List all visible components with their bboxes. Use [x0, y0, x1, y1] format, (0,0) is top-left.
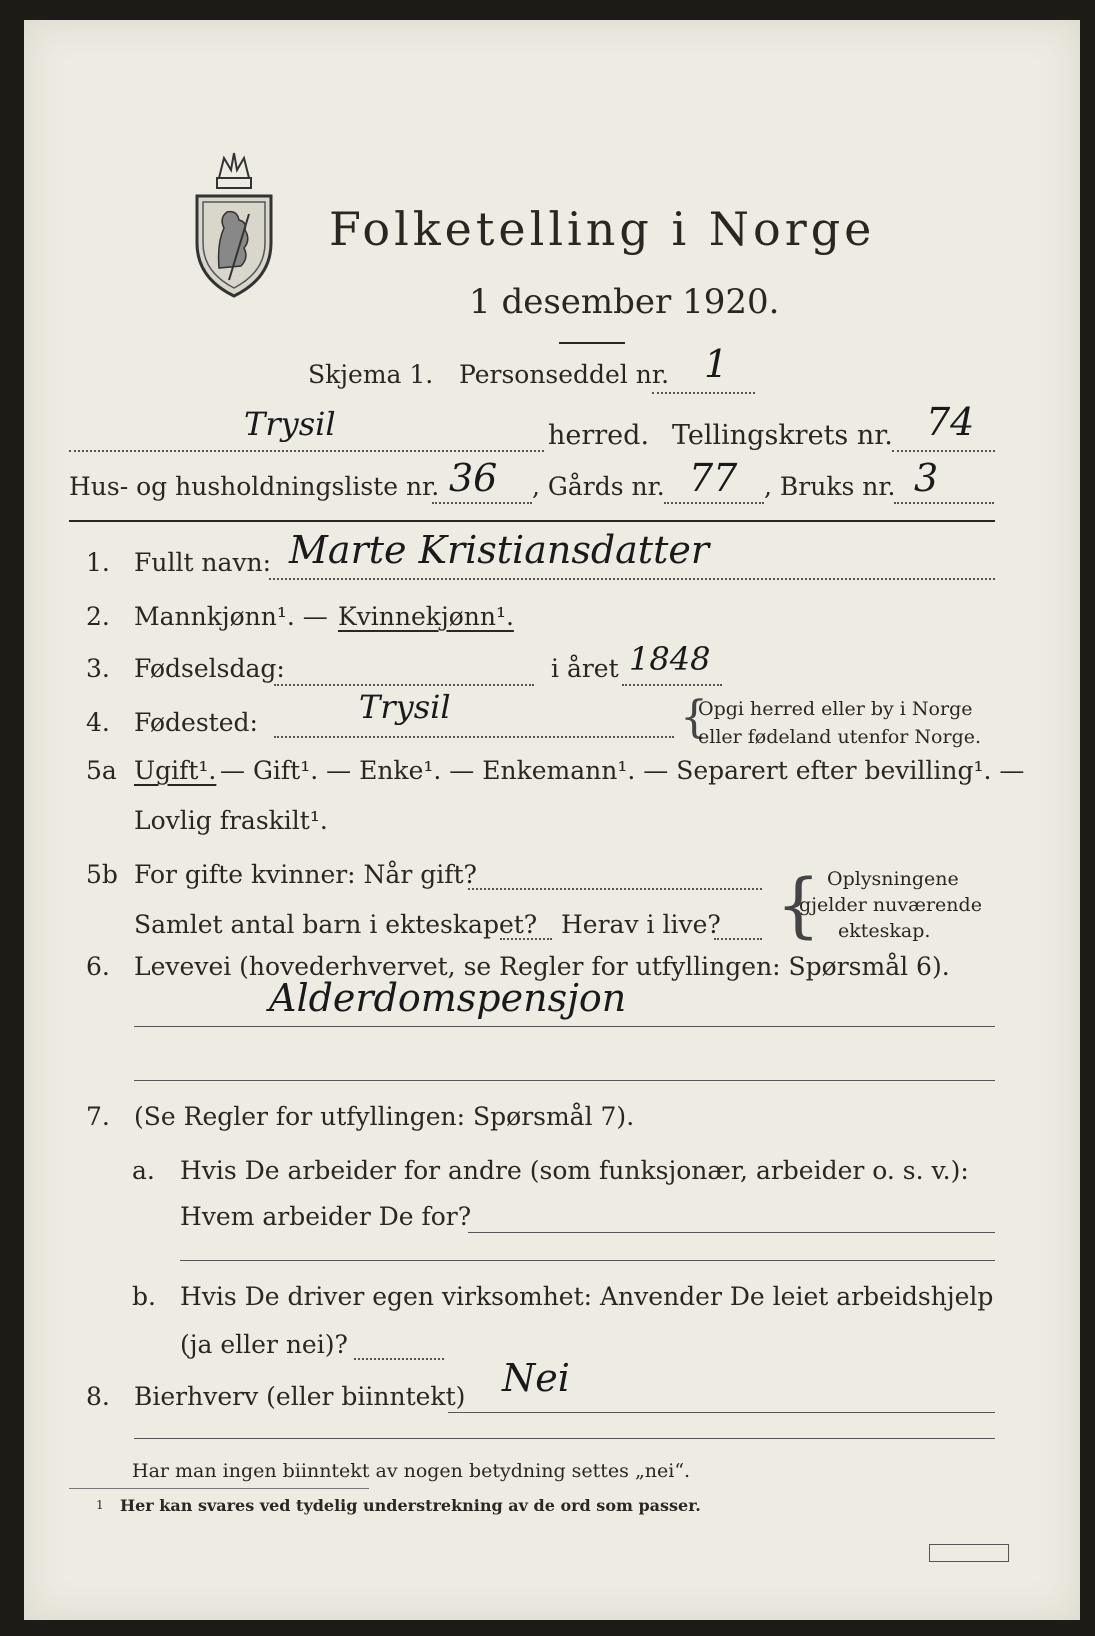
year-field[interactable] — [622, 684, 722, 686]
q5a-fraskilt-option[interactable]: Lovlig fraskilt¹. — [134, 806, 328, 835]
q7b-label: Hvis De driver egen virksomhet: Anvender De leiet arbeidshjelp — [180, 1282, 994, 1311]
side-income-field[interactable] — [448, 1412, 995, 1413]
occupation-field[interactable] — [134, 1026, 995, 1027]
birthday-field[interactable] — [274, 684, 534, 686]
q7-label: (Se Regler for utfyllingen: Spørsmål 7). — [134, 1102, 635, 1131]
employer-field-extra[interactable] — [180, 1260, 995, 1261]
hus-value: 36 — [449, 456, 498, 500]
coat-of-arms-icon — [189, 148, 279, 298]
q5a-other-options[interactable]: — Gift¹. — Enke¹. — Enkemann¹. — Separert efter bevilling¹. — — [220, 756, 1025, 785]
q6-label: Levevei (hovederhvervet, se Regler for utfyllingen: Spørsmål 6). — [134, 952, 950, 981]
q5b-number: 5b — [86, 860, 118, 889]
birthplace-field[interactable] — [274, 736, 674, 738]
name-value: Marte Kristiansdatter — [289, 528, 710, 572]
tellingskrets-field[interactable] — [892, 450, 995, 452]
footnote-text: Her kan svares ved tydelig understrekning av de ord som passer. — [120, 1496, 701, 1515]
q4-number: 4. — [86, 708, 110, 737]
q1-number: 1. — [86, 548, 110, 577]
herred-value: Trysil — [244, 405, 336, 443]
bruks-field[interactable] — [894, 502, 994, 504]
hus-field[interactable] — [432, 502, 532, 504]
married-date-field[interactable] — [468, 888, 762, 890]
q5b-married-label: For gifte kvinner: Når gift? — [134, 860, 477, 889]
q5b-alive-label: Herav i live? — [561, 910, 721, 939]
alive-field[interactable] — [714, 938, 762, 940]
footnote-marker: 1 — [96, 1498, 104, 1512]
header-divider — [69, 520, 995, 522]
birthplace-value: Trysil — [359, 688, 451, 726]
year-value: 1848 — [629, 640, 711, 678]
personseddel-field[interactable] — [652, 392, 755, 394]
q7-number: 7. — [86, 1102, 110, 1131]
form-date: 1 desember 1920. — [469, 282, 780, 322]
printer-stamp — [929, 1544, 1009, 1562]
herred-label: herred. — [548, 420, 650, 451]
bruks-value: 3 — [914, 456, 939, 500]
title-divider — [559, 342, 625, 344]
q4-note-line2: eller fødeland utenfor Norge. — [698, 726, 982, 748]
gards-value: 77 — [689, 456, 738, 500]
q3-label: Fødselsdag: — [134, 654, 285, 683]
tellingskrets-value: 74 — [926, 400, 975, 444]
gards-label: , Gårds nr. — [532, 472, 665, 501]
q2-number: 2. — [86, 602, 110, 631]
children-field[interactable] — [500, 938, 552, 940]
q7b-yesno-label: (ja eller nei)? — [180, 1330, 348, 1359]
side-income-field-extra[interactable] — [134, 1438, 995, 1439]
employer-field[interactable] — [468, 1232, 995, 1233]
q5b-brace: { — [776, 864, 821, 946]
q7a-employer-label: Hvem arbeider De for? — [180, 1202, 472, 1231]
q1-label: Fullt navn: — [134, 548, 272, 577]
q5b-children-label: Samlet antal barn i ekteskapet? — [134, 910, 538, 939]
q2-female-option[interactable]: Kvinnekjønn¹. — [338, 602, 514, 631]
q5b-note-line1: Oplysningene — [827, 868, 959, 890]
herred-field[interactable] — [69, 450, 544, 452]
q8-number: 8. — [86, 1382, 110, 1411]
hired-help-field[interactable] — [354, 1358, 444, 1360]
footnote-divider — [69, 1488, 369, 1489]
q8-label: Bierhverv (eller biinntekt) — [134, 1382, 466, 1411]
footer-note: Har man ingen biinntekt av nogen betydning settes „nei“. — [132, 1460, 691, 1482]
hus-label: Hus- og husholdningsliste nr. — [69, 472, 440, 501]
personseddel-value: 1 — [704, 342, 729, 386]
q5b-note-line2: gjelder nuværende — [799, 894, 982, 916]
q7a-label: Hvis De arbeider for andre (som funksjonær, arbeider o. s. v.): — [180, 1156, 969, 1185]
occupation-value: Alderdomspensjon — [269, 976, 627, 1020]
q5b-note-line3: ekteskap. — [838, 920, 931, 942]
schema-label: Skjema 1. — [308, 360, 434, 389]
side-income-value: Nei — [502, 1356, 570, 1400]
q4-note-line1: Opgi herred eller by i Norge — [698, 698, 973, 720]
bruks-label: , Bruks nr. — [764, 472, 896, 501]
q3-number: 3. — [86, 654, 110, 683]
q4-label: Fødested: — [134, 708, 258, 737]
census-form — [24, 20, 1080, 1620]
occupation-field-extra[interactable] — [134, 1080, 995, 1081]
personseddel-label: Personseddel nr. — [459, 360, 670, 389]
year-label: i året — [551, 654, 619, 683]
form-title: Folketelling i Norge — [329, 202, 876, 256]
q6-number: 6. — [86, 952, 110, 981]
q7b-letter: b. — [132, 1282, 156, 1311]
q2-male-option[interactable]: Mannkjønn¹. — — [134, 602, 328, 631]
name-field[interactable] — [269, 578, 995, 580]
q5a-number: 5a — [86, 756, 117, 785]
tellingskrets-label: Tellingskrets nr. — [672, 420, 893, 451]
q7a-letter: a. — [132, 1156, 155, 1185]
gards-field[interactable] — [664, 502, 764, 504]
q5a-ugift-option[interactable]: Ugift¹. — [134, 756, 217, 785]
q4-brace: { — [680, 692, 708, 743]
